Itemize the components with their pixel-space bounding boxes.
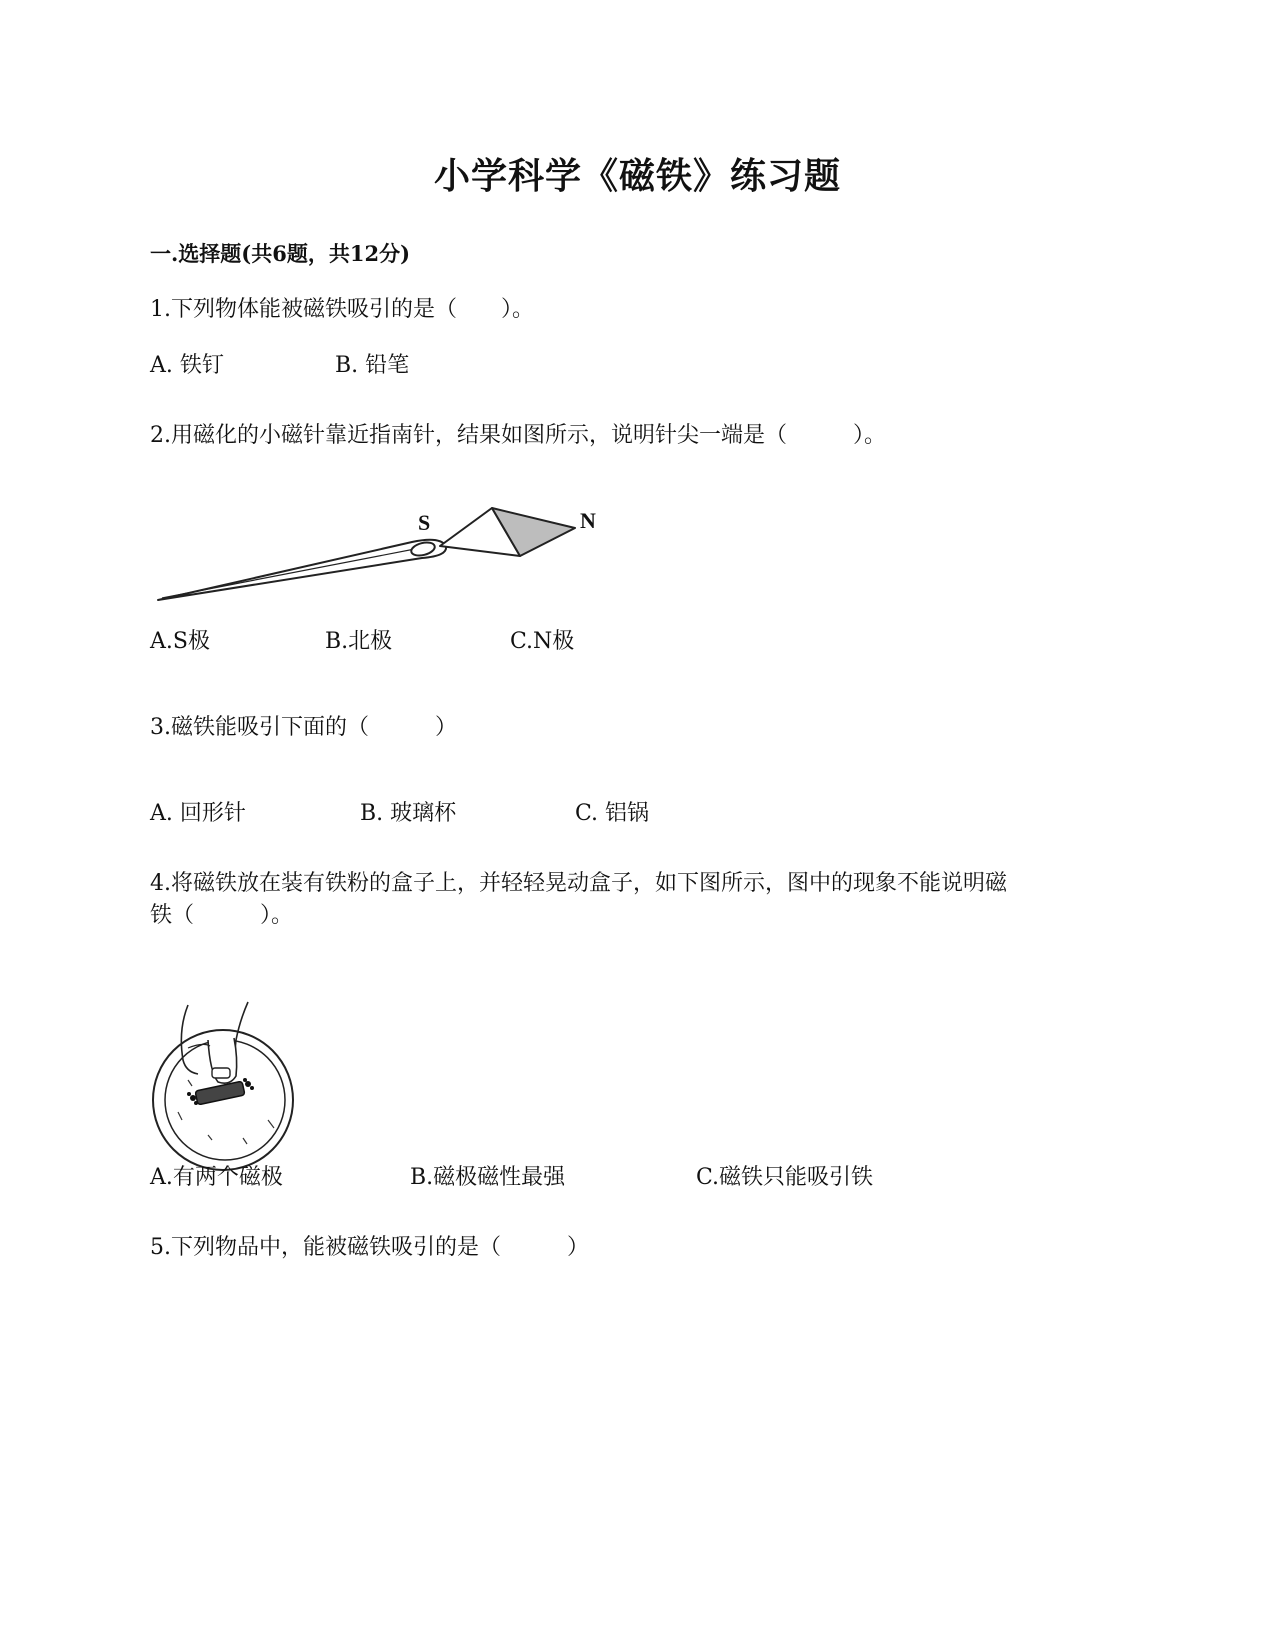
- q3-option-b: B. 玻璃杯: [360, 801, 457, 826]
- q1-option-a: A. 铁钉: [150, 353, 224, 378]
- q4-option-a: A.有两个磁极: [150, 1165, 283, 1190]
- question-1-stem: 1.下列物体能被磁铁吸引的是（ ）。: [150, 297, 534, 322]
- q3-option-c: C. 铝锅: [575, 801, 650, 826]
- question-3-stem: 3.磁铁能吸引下面的（ ）: [150, 715, 457, 740]
- q2-option-b: B.北极: [325, 629, 393, 654]
- question-5-stem: 5.下列物品中，能被磁铁吸引的是（ ）: [150, 1235, 589, 1260]
- label-n: N: [580, 508, 596, 533]
- needle-compass-figure: [150, 480, 620, 610]
- q2-option-c: C.N极: [510, 629, 575, 654]
- q4-option-c: C.磁铁只能吸引铁: [696, 1165, 874, 1190]
- q3-option-a: A. 回形针: [150, 801, 246, 826]
- magnet-box-figure: [148, 1000, 298, 1180]
- page-title: 小学科学《磁铁》练习题: [433, 155, 841, 197]
- label-s: S: [418, 510, 431, 535]
- q4-option-b: B.磁极磁性最强: [410, 1165, 566, 1190]
- q2-option-a: A.S极: [150, 629, 210, 654]
- question-2-stem: 2.用磁化的小磁针靠近指南针，结果如图所示，说明针尖一端是（ ）。: [150, 423, 886, 448]
- q1-option-b: B. 铅笔: [335, 353, 410, 378]
- question-4-stem-line1: 4.将磁铁放在装有铁粉的盒子上，并轻轻晃动盒子，如下图所示，图中的现象不能说明磁: [150, 871, 1007, 896]
- question-4-stem-line2: 铁（ ）。: [150, 903, 294, 928]
- section-heading: 一.选择题(共6题，共12分): [150, 241, 411, 266]
